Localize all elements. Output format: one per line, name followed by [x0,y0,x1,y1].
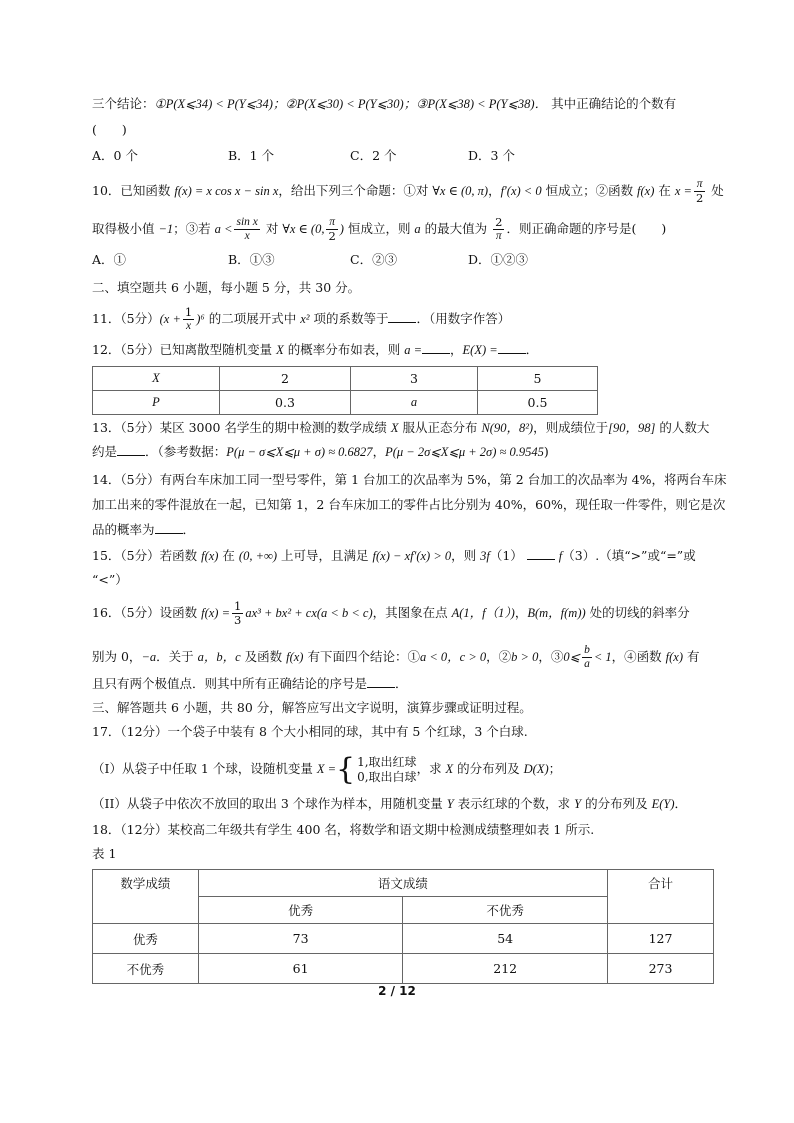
q15-line1: 15．（5分）若函数 f(x) 在 (0, +∞) 上可导，且满足 f(x) − xf′(x) > 0，则 3f（1） f（3）.（填“>”或“=”或 [92,548,696,563]
q10-option-a: A．① [92,252,127,267]
q12-distribution-table [92,366,598,415]
q16-line1: 16．（5分）设函数 f(x) = $\frac{1}{3}$ ax³ + bx² + cx(a < b < c)，其图象在点 A(1，f（1）)，B(m，f(m)) 处的切线的斜率分 [92,599,690,627]
q18-score-table [92,869,714,984]
q9-answer-paren: ( ) [92,122,127,137]
section3-heading: 三、解答题共 6 小题，共 80 分，解答应写出文字说明，演算步骤或证明过程。 [92,700,532,715]
q14-line2: 加工出来的零件混放在一起，已知第 1，2 台车床加工的零件占比分别为 40%，60%，现任取一件零件，则它是次 [92,497,726,512]
q14-line1: 14．（5分）有两台车床加工同一型号零件，第 1 台加工的次品率为 5%，第 2 台加工的次品率为 4%，将两台车床 [92,472,727,487]
table-row: 优秀 73 54 127 [93,924,714,954]
q11-line: 11．（5分）(x + $\frac{1}{x}$ )⁶ 的二项展开式中 x² 项的系数等于 ．（用数字作答） [92,305,511,332]
section2-heading: 二、填空题共 6 小题，每小题 5 分，共 30 分。 [92,280,361,295]
table-row: 不优秀 61 212 273 [93,954,714,984]
q16-line2: 别为 0，−a．关于 a，b，c 及函数 f(x) 有下面四个结论：①a < 0，c > 0，②b > 0，③0⩽ $\frac{b}{a}$ < 1，④函数 f(x) 有 [92,644,700,670]
q12-blank-ex[interactable] [498,340,526,354]
page-number: 2 / 12 [378,984,416,998]
q10-line2: 取得极小值 −1；③若 a < $\frac{\text{sin x}}{x}$ 对 ∀x ∈ (0, $\frac{\pi}{2}$ ) 恒成立，则 a 的最大值为 $\frac{2}{\pi}$ ．则正确命题的序号是( ) [92,215,667,243]
piecewise-brace: { 1,取出红球 0,取出白球 [336,752,417,787]
q10-option-b: B．①③ [228,252,275,267]
q14-answer-blank[interactable] [155,520,183,534]
q9-option-d: D．3 个 [468,148,515,163]
q14-line3: 品的概率为 ． [92,522,196,537]
table-row: 数学成绩 语文成绩 合计 [93,870,714,897]
q18-table-label: 表 1 [92,846,117,861]
q10-line1: 10．已知函数 f(x) = x cos x − sin x，给出下列三个命题：①对 ∀x ∈ (0, π)，f′(x) < 0 恒成立；②函数 f(x) 在 x = $\frac{\pi}{2}$ 处 [92,178,724,205]
q13-line1: 13．（5分）某区 3000 名学生的期中检测的数学成绩 X 服从正态分布 N(90，8²)，则成绩位于[90，98] 的人数大 [92,420,710,435]
q15-answer-blank[interactable] [527,546,555,560]
q9-option-c: C．2 个 [350,148,397,163]
q15-line2: “<”） [92,572,128,587]
q18-intro: 18．（12分）某校高二年级共有学生 400 名，将数学和语文期中检测成绩整理如表 1 所示. [92,822,595,837]
q9-option-a: A．0 个 [92,148,138,163]
table-row: X 2 3 5 [93,367,598,391]
q17-part1: （I）从袋子中任取 1 个球，设随机变量 X ={ 1,取出红球 0,取出白球 ，求 X 的分布列及 D(X)； [92,752,562,787]
table-row: P 0.3 a 0.5 [93,391,598,415]
table-row: 优秀 不优秀 [93,897,714,924]
q10-option-d: D．①②③ [468,252,529,267]
q10-option-c: C．②③ [350,252,398,267]
q16-answer-blank[interactable] [367,674,395,688]
q9-option-b: B．1 个 [228,148,275,163]
q12-line: 12．（5分）已知离散型随机变量 X 的概率分布如表，则 a = ，E(X) = ． [92,342,539,357]
q11-answer-blank[interactable] [388,309,416,323]
q13-answer-blank[interactable] [117,442,145,456]
q17-part2: （II）从袋子中依次不放回的取出 3 个球作为样本，用随机变量 Y 表示红球的个数，求 Y 的分布列及 E(Y)． [92,796,687,811]
q16-line3: 且只有两个极值点．则其中所有正确结论的序号是 ． [92,676,408,691]
q13-line2: 约是 ．（参考数据：P(μ − σ⩽X⩽μ + σ) ≈ 0.6827，P(μ − 2σ⩽X⩽μ + 2σ) ≈ 0.9545) [92,444,549,459]
q12-blank-a[interactable] [422,340,450,354]
q17-intro: 17．（12分）一个袋子中装有 8 个大小相同的球，其中有 5 个红球，3 个白球. [92,724,528,739]
q9-line: 三个结论：①P(X⩽34) < P(Y⩽34)；②P(X⩽30) < P(Y⩽30)；③P(X⩽38) < P(Y⩽38)． 其中正确结论的个数有 [92,96,677,111]
